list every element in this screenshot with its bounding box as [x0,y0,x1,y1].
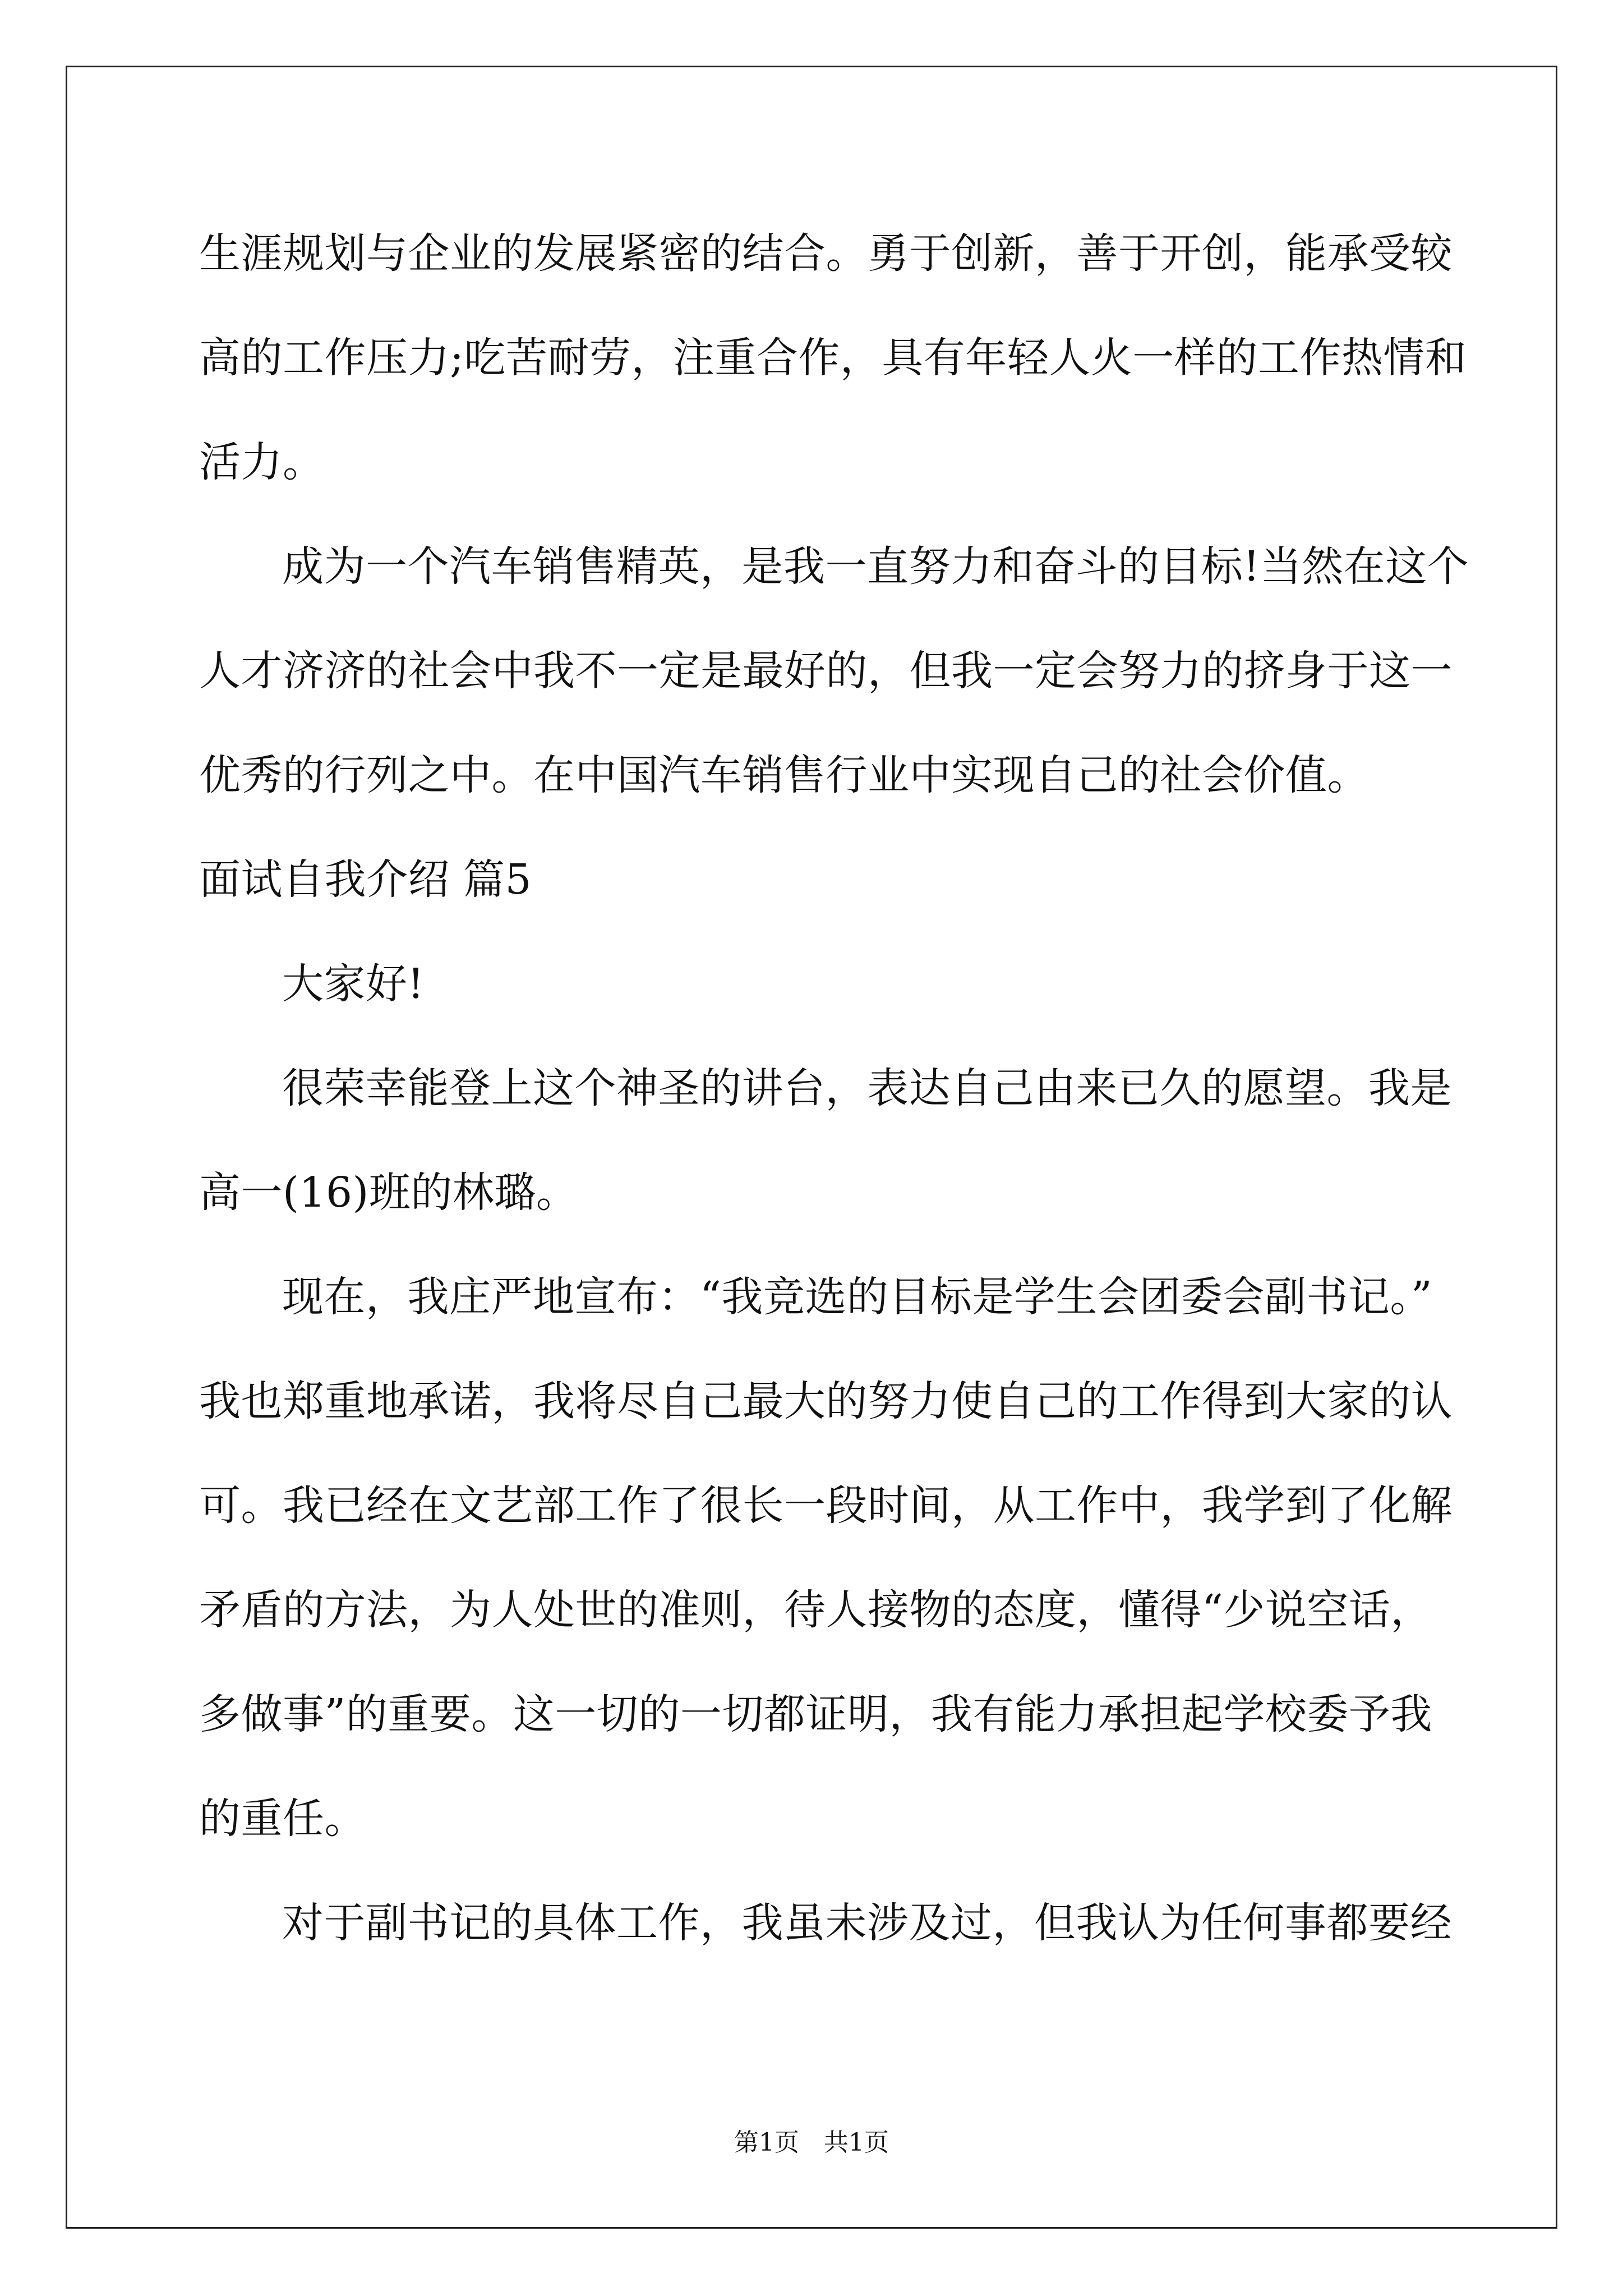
text-line: 的重任。 [199,1795,366,1843]
text-line: 成为一个汽车销售精英，是我一直努力和奋斗的目标!当然在这个 [282,542,1469,591]
text-line: 现在，我庄严地宣布：“我竞选的目标是学生会团委会副书记。” [282,1273,1433,1321]
text-line: 优秀的行列之中。在中国汽车销售行业中实现自己的社会价值。 [199,751,1369,799]
text-line: 大家好! [282,960,425,1008]
text-line: 生涯规划与企业的发展紧密的结合。勇于创新，善于开创，能承受较 [199,229,1453,278]
text-line: 我也郑重地承诺，我将尽自己最大的努力使自己的工作得到大家的认 [199,1377,1453,1425]
section-heading: 面试自我介绍 篇5 [199,855,532,904]
text-line: 高的工作压力;吃苦耐劳，注重合作，具有年轻人火一样的工作热情和 [199,334,1467,382]
text-line: 可。我已经在文艺部工作了很长一段时间，从工作中，我学到了化解 [199,1481,1453,1530]
text-line: 人才济济的社会中我不一定是最好的，但我一定会努力的挤身于这一 [199,647,1453,695]
text-line: 高一(16)班的林璐。 [199,1168,578,1217]
page-footer: 第1页 共1页 [734,2128,889,2157]
text-line: 对于副书记的具体工作，我虽未涉及过，但我认为任何事都要经 [282,1899,1452,1947]
text-line: 活力。 [199,438,325,486]
text-line: 矛盾的方法，为人处世的准则，待人接物的态度，懂得“少说空话， [199,1586,1432,1634]
text-line: 多做事”的重要。这一切的一切都证明，我有能力承担起学校委予我 [199,1690,1432,1738]
text-line: 很荣幸能登上这个神圣的讲台，表达自己由来已久的愿望。我是 [282,1064,1452,1112]
